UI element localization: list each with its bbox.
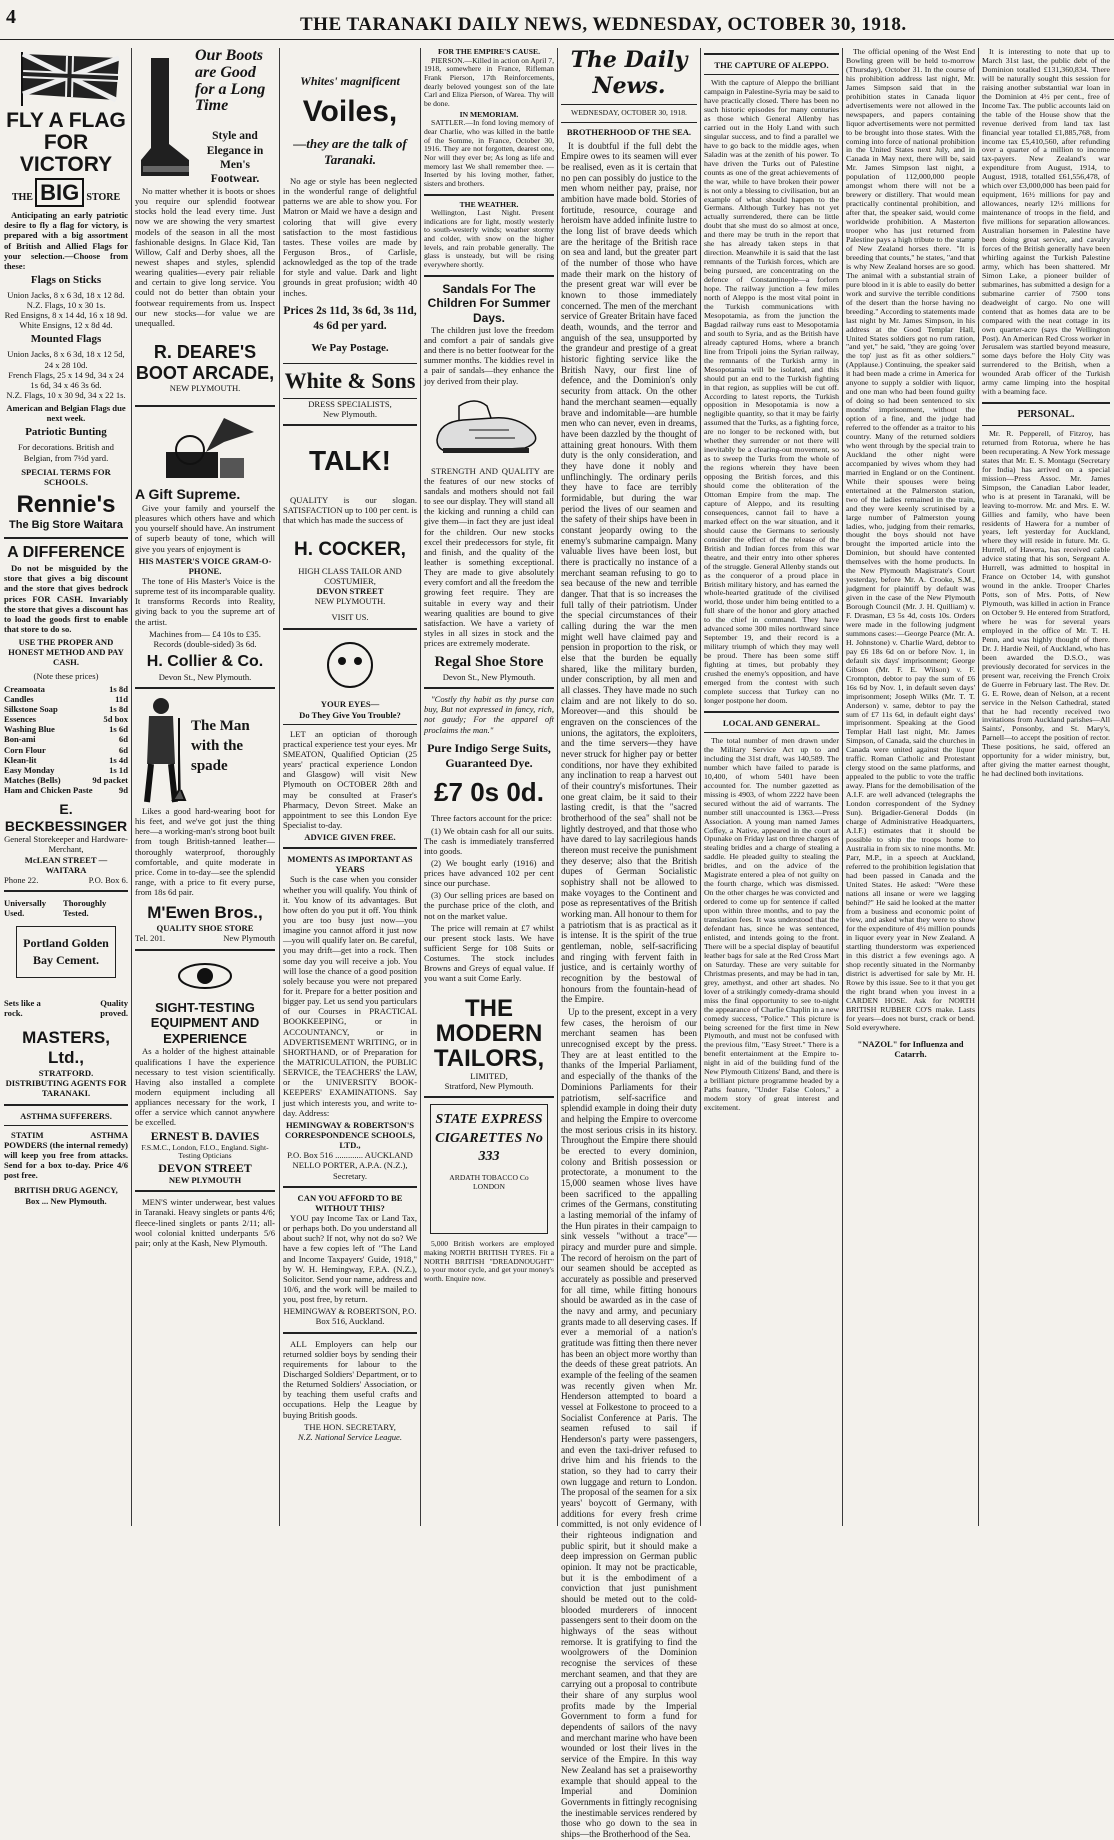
- davies-street: DEVON STREET: [158, 1160, 252, 1175]
- price-list: [4, 684, 128, 796]
- american-note: American and Belgian Flags due next week.: [6, 403, 126, 424]
- price-item: Klean-lit: [4, 754, 37, 765]
- column-2: [135, 48, 275, 1526]
- modern-city: Stratford, New Plymouth.: [444, 1081, 534, 1092]
- spade-ad-top: [135, 694, 275, 806]
- deare-title: R. DEARE'S BOOT ARCADE,: [135, 341, 275, 383]
- talk-body: QUALITY is our slogan. SATISFACTION up to 100 per cent. is that which has made the success of: [283, 494, 417, 526]
- list-item: Red Ensigns, 8 x 14 4d, 16 x 18 9d.: [4, 310, 128, 321]
- price-row: [4, 765, 128, 775]
- boot-illustration-icon: [135, 48, 191, 186]
- regal-address: Devon St., New Plymouth.: [442, 671, 536, 682]
- sandals-body: The children just love the freedom and comfort a pair of sandals give and there is no better footwear for the summer months. The kiddies revel in a pair of sandals—they enhance the joy derived from their play.: [424, 324, 554, 386]
- employers-league: N.Z. National Service League.: [297, 1431, 403, 1442]
- asthma-address: Box ... New Plymouth.: [25, 1195, 107, 1206]
- price-item: Ham and Chicken Paste: [4, 785, 93, 796]
- column-1: [4, 48, 128, 1526]
- column-7: [846, 48, 975, 1526]
- can-sign: HEMINGWAY & ROBERTSON, P.O. Box 516, Auckland.: [283, 1306, 417, 1327]
- mewen-city: New Plymouth: [223, 933, 275, 944]
- price-body: The price will remain at £7 whilst our present stock lasts. We have sufficient Serge for 108 Suits or Costumes. The stock includes Browns and Greys of equal value. If you want a suit Come Early.: [424, 922, 554, 984]
- price-row: [4, 714, 128, 724]
- list-item: French Flags, 25 x 14 9d, 34 x 24 1s 6d, 34 x 46 3s 6d.: [8, 369, 124, 390]
- voiles-prices: Prices 2s 11d, 3s 6d, 3s 11d, 4s 6d per yard.: [283, 304, 417, 332]
- price-value: 6d: [118, 744, 128, 755]
- price-row: [4, 704, 128, 714]
- bunting-text: For decorations. British and Belgian, from 7½d yard.: [18, 442, 114, 463]
- factor-1: (1) We obtain cash for all our suits. The cash is immediately transferred into goods.: [424, 825, 554, 856]
- hmv-title: HIS MASTER'S VOICE GRAM-O-PHONE.: [138, 555, 272, 576]
- employers-sign: THE HON. SECRETARY,: [304, 1421, 396, 1432]
- mewen-tel: Tel. 201.: [135, 933, 166, 944]
- rennie-logo: Rennie's: [16, 490, 116, 518]
- price-item: Creamoata: [4, 683, 45, 694]
- white-sons-sub: DRESS SPECIALISTS,: [308, 398, 392, 409]
- davies-sub: F.S.M.C., London, F.I.O., England. Sight-Testing Opticians: [141, 1142, 269, 1161]
- factor-2: (2) We bought early (1916) and prices have advanced 102 per cent since our purchase.: [424, 857, 554, 889]
- local-title: LOCAL AND GENERAL.: [722, 717, 821, 728]
- spade-title: The Man with the spade: [191, 717, 250, 775]
- factor-3: (3) Our selling prices are based on the purchase price of the cloth, and not on the market value.: [424, 890, 554, 921]
- can-title: CAN YOU AFFORD TO BE WITHOUT THIS?: [297, 1192, 403, 1213]
- modern-tailors: THE MODERN TAILORS,: [433, 994, 545, 1072]
- masthead-line: THE TARANAKI DAILY NEWS, WEDNESDAY, OCTOBER 30, 1918.: [300, 14, 907, 35]
- serge-title: Pure Indigo Serge Suits, Guaranteed Dye.: [427, 740, 551, 770]
- spade-man-icon: [135, 694, 187, 806]
- price-value: 1s 6d: [109, 724, 128, 735]
- column-rule: [131, 48, 132, 1526]
- notes-continued: It is interesting to note that up to March 31st last, the public debt of the Dominion totalled £131,360,834. There will be naturally sought this session for raising another substantial war loan in the Dominion at 4½ per cent., free of Income Tax. The public accounts laid on the table of the House show that the revenue derived from land tax last financial year totalled £1,885,768, from income tax £5,410,560, after refunding over a quarter of a million to income tax-payers. New Zealand's war expenditure from August, 1914, to August, 1918, totalled £61,556,478, of which over £3,000,000 has been paid for equipment, 16½ millions for pay and allowances, nearly 12½ millions for maintenance of troops in the field, and five millions for separation allowances. Australian horsemen in Palestine have been doing great service, and cavalry forces of the British generally have been whirling against the Turkish Palestine army, which has been shattered. Mr Simon Lake, a pioneer builder of submarines, has submitted a design for a submarine carrier of 7500 tons deadweight of cargo. No one will contend that as homes data are to be compared with the neat cottage in its own quarter-acre (says the Wellington Post). An American Red Cross worker in Jerusalem was startled beyond measure, some days before the Holy City was surrendered to the British, when a wounded Arab officer of the Turkish army came limping into the hospital with a beaming face.: [982, 47, 1110, 397]
- visit-us: VISIT US.: [331, 612, 369, 623]
- price-row: [4, 724, 128, 734]
- voiles-talk: —they are the talk of Taranaki.: [293, 135, 407, 167]
- price-value: 11d: [115, 693, 128, 704]
- gift-body: Give your family and yourself the pleasures which others have and which you yourself should have. An instrument of superb beauty of tone, which will give you years of enjoyment is: [135, 503, 275, 554]
- price-item: Easy Monday: [4, 764, 55, 775]
- union-flag-icon: [4, 48, 128, 106]
- state-express-box: [430, 1104, 548, 1234]
- use-line: USE THE PROPER AND HONEST METHOD AND PAY CASH.: [8, 637, 124, 668]
- boots-title: Our Boots are Good for a Long Time: [195, 47, 266, 115]
- masters-title: MASTERS, Ltd.,: [22, 1028, 110, 1068]
- weather-body: Wellington, Last Night. Present indications are for light, mostly westerly to south-westerly winds; weather stormy and colder, with snow on the higher levels, and rain probable generally. The glass is unsteady, but will be rising everywhere shortly.: [424, 208, 554, 270]
- talk-title: TALK!: [309, 444, 391, 476]
- difference-title: A DIFFERENCE: [7, 544, 125, 562]
- cement-tested: Thoroughly Tested.: [63, 897, 107, 919]
- editorial-title: BROTHERHOOD OF THE SEA.: [566, 126, 692, 137]
- mewen-title: M'Ewen Bros.,: [147, 903, 263, 923]
- editorial-body: It is doubtful if the full debt the Empire owes to its seamen will ever be realised, even as it is certain that no pen can possibly do justice to the men whom neither pay, praise, nor ambition have made bold. Stories of fortitude, resource, courage and heroism have added infinite lustre to the long list of brave deeds which are the heritage of the British race on sea and land, but the greater part of the number of those who have made their mark on the history of the present great war will ever be known to those immediately concerned. The men of the merchant service of Greater Britain have faced death, wounds, and the terror and anguish of the sea, unsupported by the grandeur and prestige of a great historic fighting service like the British Navy, our first line of defence, and the Dominion's only security from attack. On the other hand the merchant seamen—equally brave and indomitable—are humble men who can never, even in dreams, have been dazzled by the thought of attaining great honours. With them duty is the only consideration, and they have done it nobly and unflinchingly. The ordinary perils they have to face are terribly formidable, but during the war period the lives of our seamen and the safety of their ships have been in constant jeopardy owing to the enemy's submarine campaign. Many valuable lives have been lost, but there is practically no instance of a merchant seaman refusing to go to sea because of the new and terrible danger. That that is so increases the full tally of their patriotism. Under the special circumstances of their calling during the war the men might well have claimed pay and pension in proportion to the risk, or else that the burden be equally shared, like the military burden, under conscription, by all men and all classes. They have made no such claim and are not likely to do so. Moreover—and this should be engraven on the consciences of the unions, the agitators, the exploiters, and the time servers—they have never struck for higher pay or better conditions, nor have they exhibited any inclination to reap a harvest out of their country's misfortunes. Their one great claim, be it said to their lasting credit, is that the "sacred brotherhood of the sea" shall not be lightly destroyed, and that those who have dared to lay sacrilegious hands thereon must receive the punishment they deserve; also that the British dupes of German Socialistic sophistry shall not be allowed to make voyages to the Continent and pose as representatives of the British working man. All honour to them for a patriotism that is as practical as it is intense. It is the spirit of the true gentleman, noble, self-sacrificing and ringing with fervent faith in justice, and is certainly worthy of recognition by the bestowal of honours from the fountain-head of the Empire.: [561, 140, 698, 1005]
- price-item: Candles: [4, 693, 34, 704]
- flag-illustration: [4, 48, 128, 106]
- price-value: 6d: [118, 734, 128, 745]
- asthma-agency: BRITISH DRUG AGENCY,: [14, 1185, 118, 1196]
- rennie-sub: The Big Store Waitara: [9, 519, 123, 532]
- eye-doctor-icon: [300, 635, 400, 695]
- whites-title: Whites' magnificent: [300, 74, 400, 88]
- costly-quote: "Costly thy habit as thy purse can buy, But not expressed in fancy, rich, not gaudy; For the apparel oft proclaims the man.": [424, 694, 554, 735]
- price-row: [4, 694, 128, 704]
- gramophone-icon: [150, 412, 260, 482]
- difference-body: Do not be misguided by the store that gives a big discount and the store that gives bedrock prices FOR CASH. Invariably the store that gives a discount has to load the goods first to enable that store to do so.: [4, 563, 128, 634]
- page-mark: 4: [6, 6, 16, 28]
- price-value: 1s 8d: [109, 703, 128, 714]
- boots-ad-top: [135, 48, 275, 186]
- column-8: [982, 48, 1110, 1526]
- nello-porter: NELLO PORTER, A.P.A. (N.Z.), Secretary.: [292, 1160, 408, 1181]
- eyes-free: ADVICE GIVEN FREE.: [304, 832, 396, 843]
- davies-name: ERNEST B. DAVIES: [150, 1129, 260, 1144]
- cocker-city: NEW PLYMOUTH.: [314, 596, 386, 607]
- list-item: White Ensigns, 12 x 8d 4d.: [19, 320, 113, 331]
- can-body: YOU pay Income Tax or Land Tax, or perhaps both. Do you understand all about such? If not, why not do so? We have a few copies left of "The Land and Income Taxpayers' Guide, 1918," by W. H. Hemingway, F.P.A. (N.Z.), Solicitor. Send your name, address and 10/6, and the work will be mailed to you, post free, by return.: [283, 1212, 417, 1305]
- bunting-title: Patriotic Bunting: [25, 426, 107, 439]
- price-item: Corn Flour: [4, 744, 46, 755]
- white-sons-logo: White & Sons: [283, 363, 417, 399]
- asthma-body: STATIM ASTHMA POWDERS (the internal remedy) will keep you free from attacks. Send for a box to-day. Price 4/6 post free.: [4, 1129, 128, 1181]
- beck-phone: Phone 22.: [4, 874, 39, 885]
- boots-style: Style and Elegance in Men's Footwear.: [206, 130, 264, 186]
- flag-intro: Anticipating an early patriotic desire to fly a flag for victory, is prepared with a big assortment of British and Allied Flags for your selection.—Choose from these:: [4, 210, 128, 271]
- serge-price: £7 0s 0d.: [434, 776, 544, 807]
- machines: Machines from— £4 10s to £35.: [149, 628, 261, 639]
- records: Records (double-sided) 3s 6d.: [153, 638, 257, 649]
- moments-title: MOMENTS AS IMPORTANT AS YEARS: [287, 854, 413, 875]
- mewen-sub: QUALITY SHOE STORE: [156, 923, 254, 934]
- hmv-body: The tone of His Master's Voice is the supreme test of its incomparable quality. It transforms Records into Reality, giving back to you the supreme art of the artist.: [135, 575, 275, 627]
- deare-city: NEW PLYMOUTH.: [169, 383, 241, 394]
- eyes-body: LET an optician of thorough practical experience test your eyes. Mr SMEATON, Qualified Optician (25 years' practical experience London and Glasgow) will visit New Plymouth on OCTOBER 28th and may be consulted at Fraser's Pharmacy, Devon Street. Make an appointment to see this London Eye Specialist to-day.: [283, 728, 417, 830]
- eyes-title: YOUR EYES—: [320, 699, 380, 710]
- collier-title: H. Collier & Co.: [146, 652, 264, 670]
- mounted-list: [4, 349, 128, 400]
- column-6: [704, 48, 839, 1526]
- collier-address: Devon St., New Plymouth.: [158, 671, 252, 682]
- beck-title: E. BECKBESSINGER: [4, 801, 128, 834]
- column-3: [283, 48, 417, 1526]
- local-general-continued: The official opening of the West End Bowling green will be held to-morrow (Thursday), October 31. In the course of his prohibition address last night, Mr. James Simpson said that in the prohibition states in Canada liquor advertisements were not allowed in the newspapers, and papers containing liquor advertisements were not permitted to be brought into those states. With the coming into force of national prohibition in the United States next July, and in Canada in May next, there will be, said Mr. James Simpson last night, a population of 112,000,000 people amongst whom there will not be a brewery or distillery. That would mean practically continental prohibition, and after that, the speaker said, would come worldwide prohibition. A Masterton trooper who has just returned from Palestine pays a high tribute to the stamp of New Zealand horses there. "It is breeding that counts," he states, "and that is why New Zealand horses are so good. The animal with a substantial strain of pure blood in it is able to easily do better work and survive the terrible conditions of the desert than the horse having no breeding." According to statements made last night by Mr. James Simpson, in his address at the Good Templar Hall, United States soldiers got no rum ration, "and yet," he said, "they are going 'over the top' just as fit as other soldiers." (Applause.) Continuing, the speaker said it had been made a crime in America for anyone to supply a soldier with liquor, and one man who had been found guilty of doing so had been sentenced to six months' imprisonment, without the option of a fine, and the judge had referred to the offender as a traitor to his country. Many of the returned soldiers who went through by the special train to Auckland the other night were accompanied by wives whom they had married in England or on the Continent. While their spouses were being entertained at the Palmerston station, two of the ladies remained in the train, and they were keenly scrutinised by a large number of Palmerston young ladies, who, judging from their remarks, thought the boys should not have brought the imported article into the Dominion, but should have contented themselves with the home products. In the New Plymouth Magistrate's Court yesterday, before Mr. A. Crooke, S.M., judgment for plaintiff by default was given in the case of the New Plymouth Borough Council (Mr. J. H. Quilliam) v. F. Drasman, £3 5s 4d, costs 10s. Orders were made in the following judgment summons cases:—George Pearce (Mr. A. H. Johnstone) v. Charlie Ward, debtor to pay £6 18s 6d on or before Nov. 1, in default six days' imprisonment; George Gibson (Mr. F. E. Wilson) v. F. Crompton, debtor to pay the sum of £6 16s 6d by Nov. 1, in default seven days' imprisonment; Joseph Wilks (Mr. T. T. Anderson) v. same, debtor to pay the sum of £7 11s 6d, in default eight days' imprisonment. Speaking at the Good Templar Hall last night, Mr. James Simpson, of Canada, said the churches in Canada were united against the liquor traffic. Roman Catholic and Protestant clergy stood on the same platforms, and appealed to the public to vote the traffic away. Plans for the demobilisation of the A.I.F. are well advanced (telegraphs the London correspondent of the Sydney Sun). Brigadier-General Dodds (in charge of Administrative Headquarters, A.I.F.) estimates that it should be possible to ship the troops home to Australia in from six to nine months. Mr. Parr, M.P., in a speech at Auckland, referred to the prohibition legislation that had been passed in Canada and the United States. He asked: "Were these nations all insane or were we lagging behind?" He said he looked at the matter from a business and economic point of view, and asked what they were to show for the expenditure of 4½ million pounds in liquor every year in New Zealand. A startling thunderstorm was experienced in this district a few evenings ago. A shop recently situated in the Normanby district is advertised for sale by Mr. H. Rowe by this issue. See to it that you get the right brand when you invest in a CARDEN HOSE. Ask for NORTH BRITISH RUBBER CO'S make. Lasts for years—does not burst, crack or bend. Sold everywhere.: [846, 47, 975, 1032]
- price-item: Bon-ami: [4, 734, 36, 745]
- list-item: Union Jacks, 8 x 6 3d, 18 x 12 5d, 24 x 28 10d.: [7, 349, 125, 370]
- underwear-ad: MEN'S winter underwear, best values in Taranaki. Heavy singlets or pants 4/6; fleece-lined singlets or pants 2/11; all-wool colonial knitted underpants 5/6 pair; only at the Kash, New Plymouth.: [135, 1197, 275, 1248]
- asthma-title: ASTHMA SUFFERERS.: [20, 1110, 112, 1121]
- sandals-title: Sandals For The Children For Summer Days.: [427, 281, 551, 325]
- cement-name: Portland Golden Bay Cement.: [16, 926, 116, 978]
- empire-body: PIERSON.—Killed in action on April 7, 1918, somewhere in France, Rifleman Frank Pierson, 17th Reinforcements, dearly beloved youngest son of the late Carl and Eliza Pierson, of Warea. Thy will be done.: [424, 55, 554, 108]
- hemingway-box: P.O. Box 516 ............. AUCKLAND: [287, 1150, 413, 1161]
- sight-title: SIGHT-TESTING EQUIPMENT AND EXPERIENCE: [150, 999, 260, 1046]
- column-rule: [700, 48, 701, 1526]
- cocker-sub: HIGH CLASS TAILOR AND COSTUMIER,: [298, 565, 402, 586]
- masters-city: STRATFORD.: [38, 1068, 94, 1079]
- boots-body: No matter whether it is boots or shoes you require our splendid footwear stocks hold the lead every time. Just now we are showing the very smartest models of the season in all the most fashionable designs. In Glace Kid, Tan Willow, Calf and Derby shoes, all the newest shapes and styles, splendid wearing qualities—every pair reliable and certain to give long service. You could not do better than obtain your footwear requirements from us. Inspect our new stocks—for value we are unequalled.: [135, 186, 275, 328]
- price-row: [4, 755, 128, 765]
- note: (Note these prices): [33, 670, 99, 681]
- spade-body: Likes a good hard-wearing boot for his feet, and we've got just the thing here—a working-man's strong boot built from tough British-tanned leather—thoroughly waterproof, thoroughly comfortable, and quite moderate in price. Come in to-day—see the splendid range, with a price to fit every purse, from 18s 6d pair.: [135, 805, 275, 898]
- memoriam-title: IN MEMORIAM.: [459, 109, 519, 119]
- column-rule: [978, 48, 979, 1526]
- eyes-question: Do They Give You Trouble?: [299, 709, 401, 720]
- list-item: N.Z. Flags, 10 x 30 1s.: [26, 300, 106, 311]
- postage: We Pay Postage.: [311, 341, 389, 354]
- sight-body: As a holder of the highest attainable qualifications I have the experience necessary to test vision scientifically. Having also installed a complete modern equipment including all appliances necessary for the work, I offer a service which cannot anywhere be excelled.: [135, 1046, 275, 1128]
- white-sons-city: New Plymouth.: [323, 408, 377, 419]
- voiles-body: No age or style has been neglected in the wonderful range of delightful patterns we are able to show you. For Matron or Maid we have a design and coloring that will give every satisfaction to the most fastidious tastes. These voiles are made by Ferguson Bros., of Carlisle, acknowledged as the top of the trade for style and value. Dark and light grounds in great profusion; width 40 inches.: [283, 176, 417, 298]
- price-item: Essences: [4, 714, 36, 725]
- local-body: The total number of men drawn under the Military Service Act up to and including the 31st draft, was 140,589. The number which have failed to parade is 10,400, of whom 5401 have been accounted for. The number gazetted as missing is 4903, of whom 2222 have been secured without the aid of warrants. The number still unaccounted is 1363.—Press Association. A young man named James Coffey, a Native, appeared in the court at Opunake on Friday last on three charges of stealing bridles and a charge of stealing a saddle. He pleaded guilty to stealing the bridles, and on the advice of the Magistrate entered a plea of not guilty on the fourth charge, which was dismissed. On the other charges he was convicted and ordered to come up for sentence if called upon within three months, and to pay the translation fees. It was understood that the defendant has, since he was sentenced, enlisted, and intends going to the front. There will be a special display of beautiful leather bags for sale at the Red Cross Mart on Saturday. These are very suitable for Christmas presents, and may be had in tan, grey, amethyst, and other art shades. No lover of a strikingly comedy-drama should miss the final opportunity to see to-night the appearance of Charlie Chaplin in a new comedy success, "Police." This picture is being screened for the first time in New Plymouth, and must not be confused with the previous film, "Easy Street." There is a benefit entertainment at the Empire to-night in aid of the building fund of the New Plymouth Citizens' Band, and there is a brilliant picture programme headed by a Paths feature, "Under False Colors," a modern story of great interest and excitement.: [704, 736, 839, 1113]
- price-item: Washing Blue: [4, 724, 55, 735]
- moments-body: Such is the case when you consider whether you will qualify. You think of it. You know of its advantages. But how often do you put it off. You think you are too busy just now—you imagine you cannot afford it just now—you will qualify later on. Be careful, you may drift—get into a rock. Then some day you will receive a job. You will lose the chance of a good position solely because you were not prepared for it. Prepare for a better position and bigger pay. Let us send you particulars of our Courses in PRACTICAL BOOKKEEPING, or in ACCOUNTANCY, or in ADVERTISEMENT WRITING, or in SHORTHAND, or of Preparation for the MATRICULATION, the PUBLIC SERVICE, the TEACHERS' the LAW, or the UNIVERSITY BOOK-KEEPERS' EXAMINATIONS. Say just which interests you, and write to-day. Address:: [283, 874, 417, 1118]
- price-value: 1s 1d: [109, 764, 128, 775]
- editorial-body-2: Up to the present, except in a very few cases, the heroism of our merchant seamen has been unrecognised except by the press. They are at least entitled to the thanks of the Imperial Parliament, and especially of the thanks of the Dominions Parliaments for their patriotism, self-sacrifice and splendid example in doing their duty and helping the Empire to overcome the most serious crisis in its history. Throughout the Empire there should be erected to every dominion, colony and British possession or protectorate, a monument to the 15,000 seamen whose lives have been sacrificed to the appalling crimes of the Germans, constituting a lasting memorial of the infamy of the Hun pirates in their campaign to sink vessels "without a trace"—piracy and murder pure and simple. The record of heroism on the part of our seamen should be accepted as accurately as possible and preserved for all time, while fitting honours should be awarded as in the case of the navy and army, and pecuniary grants made to all deserving cases. If ever a memorial of a nation's gratitude was fitting then there never has been an object more worthy than the deeds of these great patriots. An example of the feeling of the seamen was recently given when Mr. Henderson attempted to board a vessel at Folkestone to proceed to a Socialist Conference at Paris. The seamen refused to sail if Henderson's party were passengers, and even the taxi-driver refused to drive him and his friends to the station, so they had to carry their own luggage and return to London. The proposal of the seamen for a six years' boycott of Germany, with additions for every fresh crime committed, is not only evidence of their righteous indignation and public spirit, but it should make a deep impression on German public opinion. It may not be practicable, but it is the embodiment of a conviction that just punishment should be meted out to the cold-blooded murderers of innocent passengers sent to their doom on the highways of the seas without remorse. It is gratifying to find the woolgrowers of the Dominion recognise the services of these merchant seamen, and that they are carrying out a proposal to contribute their share of any surplus wool profits made by the Imperial Government to form a fund for dependents of sailors of the navy and merchant marine who have been wounded or lost their lives in the service of the Empire. In this way New Zealand has set a praiseworthy example that should appeal to the Imperial and Dominion Governments in fittingly recognising the inestimable services rendered by those who go down to the sea in ships—the Brotherhood of the Sea.: [561, 1007, 698, 1839]
- cocker-title: H. COCKER,: [294, 539, 406, 561]
- column-5: [561, 47, 698, 1839]
- eye-icon: [175, 956, 235, 996]
- price-item: Silkstone Soap: [4, 703, 58, 714]
- column-rule: [557, 48, 558, 1526]
- price-value: 5d box: [103, 714, 128, 725]
- north-british-ad: 5,000 British workers are employed making NORTH BRITISH TYRES. Fit a NORTH BRITISH "DREADNOUGHT" to your motor cycle, and get your money's worth. Enquire now.: [424, 1239, 554, 1284]
- aleppo-body: With the capture of Aleppo the brilliant campaign in Palestine-Syria may be said to have practically closed. There has been no such historic episodes for many centuries as those which General Allenby has carried out in the Holy Land with such singular success, and to find a parallel we have to go back to the middle ages, when Saladin was at the zenith of his power. To have driven the Turks out of Palestine counts as one of the great achievements of the war, while to have broken their power is not only a blessing to civilisation, but an example of what should happen to the Germans. Although Turkey has not yet actually surrendered, there can be little doubt that she must do so almost at once, and there may be truth in the report that she has already taken steps in that direction. Meanwhile it is said that the last remnants of the Turkish forces, which are being pursued, are concentrating on the defence of Constantinople—a forlorn hope. The railway junction a few miles north of Aleppo is the most vital point in the Turkish communications with Mesopotamia, as from the junction the Bagdad railway runs east to Mesopotamia and south to Syria, and as the British have already captured Homs, where a branch line from Tripoli joins the Syrian railway, the remnants of the Turkish army in Mesopotamia will be isolated, and this should put an end to the Turkish fighting in that region, as supplies will be cut off. According to latest reports, the Turkish opposition in Mesopotamia is now a negligible quantity, so that it may be fairly assumed that the Turks, as a fighting force, are no longer to be reckoned with, but whether they surrender or not there will inevitably be a clearing-out movement, so as to sweep the Turks from the whole of the regions wherein they have been opposing the British forces, and this should come the obliteration of the Ottoman Empire from the map. The capture of Aleppo, and its resulting consequences, cannot fail to have a marked effect on the war situation, and it should cause the Germans to seriously consider the effect of the release of the British and Indian forces from this war theatre, and their entry into other spheres of the struggle. General Allenby stands out as the conqueror of a proud place in British military history, and has earned the whole-hearted gratitude of the civilised world, those under him being entitled to a full share of the honor and glory attached to the chief in command. They have advanced some 300 miles northward since September 19, and their record is a military triumph of which they may well be proud. There has been some stiff fighting at times, but probably they crushed the enemy's opposition, and have emerged from the contest with such complete success that Turkey can no longer postpone her doom.: [704, 78, 839, 705]
- cement-quality: Quality proved.: [100, 997, 128, 1018]
- flags-sticks-title: Flags on Sticks: [30, 273, 102, 286]
- flag-ad-title: FLY A FLAG FOR VICTORY: [6, 109, 126, 177]
- big-store-logo: THE BIG STORE: [11, 180, 121, 206]
- sandal-icon: [429, 390, 549, 462]
- price-row: [4, 745, 128, 755]
- memoriam-body: SATTLER.—In fond loving memory of dear Charlie, who was killed in the battle of the Somme, in France, October 30, 1916. They are not forgotten, dearest one, Nor will they ever be; As long as life and memory last We shall remember thee. —Inserted by his loving mother, father, sisters and brothers.: [424, 118, 554, 188]
- editorial-date: WEDNESDAY, OCTOBER 30, 1918.: [571, 107, 687, 117]
- state-express-title: STATE EXPRESS CIGARETTES No 333: [435, 1112, 543, 1164]
- price-row: [4, 684, 128, 694]
- nazol-ad: "NAZOL" for Influenza and Catarrh.: [857, 1038, 964, 1059]
- gift-title: A Gift Supreme.: [135, 486, 241, 503]
- column-4: [424, 48, 554, 1526]
- beck-sub: General Storekeeper and Hardware-Merchant,: [4, 834, 128, 855]
- list-item: Union Jacks, 8 x 6 3d, 18 x 12 8d.: [7, 289, 125, 300]
- cocker-street: DEVON STREET: [316, 585, 384, 596]
- empire-title: FOR THE EMPIRE'S CAUSE.: [438, 47, 540, 56]
- editorial-masthead: The Daily News.: [561, 48, 697, 105]
- price-value: 1s 8d: [109, 683, 128, 694]
- price-row: [4, 734, 128, 744]
- mounted-title: Mounted Flags: [30, 333, 102, 346]
- regal-title: Regal Shoe Store: [434, 654, 544, 671]
- employers-body: ALL Employers can help our returned soldier boys by sending their requirements for labour to the Discharged Soldiers' Department, or to the Returned Soldiers' Association, or by teaching them useful crafts and occupations. Help the League by buying British goods.: [283, 1338, 417, 1420]
- price-value: 9d: [118, 785, 128, 796]
- hemingway-school: HEMINGWAY & ROBERTSON'S CORRESPONDENCE SCHOOLS, LTD.,: [285, 1119, 415, 1151]
- price-row: [4, 775, 128, 785]
- aleppo-title: THE CAPTURE OF ALEPPO.: [714, 60, 829, 70]
- column-rule: [420, 48, 421, 1526]
- masters-sub: DISTRIBUTING AGENTS FOR TARANAKI.: [5, 1078, 127, 1099]
- school-terms: SPECIAL TERMS FOR SCHOOLS.: [21, 466, 111, 487]
- voiles-title: Voiles,: [302, 95, 398, 129]
- personal-title: PERSONAL.: [1017, 409, 1075, 421]
- cement-rock: Sets like a rock.: [4, 997, 41, 1018]
- cement-used: Universally Used.: [4, 897, 47, 919]
- personal-body: Mr. R. Pepperell, of Fitzroy, has returned from Rotorua, where he has been recuperating. A New York message states that Mr. E. S. Montagu (Secretary for India) has arrived on a special mission—Press Assoc. Mr. James Simpson, the Canadian Labor leader, who is at present in Taranaki, will be leaving to-morrow. Mr. and Mrs. E. W. Gillies and family, who have been residents of Hawera for a number of years, left yesterday for Auckland, where they will reside in future. Mr. G. Hurrell, of Hawera, has received cable advice stating that his son, Sergeant A. Hurrell, was admitted to hospital in France on October 14, with gunshot wound in the ankle. Trooper Charles Potts, son of Mrs. Potts, of New Plymouth, was killed in action in France on October 9. He entered from Stratford, where he was for several years employed in the office of Mr. T. H. Penn, and was highly thought of there. Dr. J. Hardie Neil, of Auckland, who has been awarded the D.S.O., was previously decorated for services in the present war, receiving the French Croix de Guerre in February last. The Rev. Dr. G. E. Rowe, dean of Nelson, at a recent service in the Nelson Cathedral, stated that he had recently received two invitations from Auckland parishes—All Saints', Ponsonby, and St. Mary's, Parnell—to accept the position of rector. These positions, he said, offered an opportunity for a wider ministry, but, after giving the matter earnest thought, he had declined both invitations.: [982, 428, 1110, 779]
- modern-ltd: LIMITED,: [470, 1071, 508, 1082]
- three-factors: Three factors account for the price:: [431, 813, 552, 824]
- beck-address: McLEAN STREET — WAITARA: [24, 854, 108, 875]
- beck-box: P.O. Box 6.: [88, 874, 128, 885]
- davies-city: NEW PLYMOUTH: [168, 1175, 242, 1186]
- price-value: 1s 4d: [109, 754, 128, 765]
- column-rule: [279, 48, 280, 1526]
- price-row: [4, 785, 128, 795]
- state-express-sub: ARDATH TOBACCO Co LONDON: [449, 1173, 529, 1191]
- sandals-body-2: STRENGTH AND QUALITY are the features of our new stocks of sandals and mothers should not fail to see our display. They will stand all the kicking and running a child can give them—in fact they are just ideal for the children. Our new stocks excel their predecessors for style, fit and finish, and the quality of the leather is something exceptional. They are made to give absolutely every comfort and all the freedom the growing feet require. They are suitable in every way and their wearing qualities are bound to give satisfaction. We have a variety of styles in all sizes in stock and the prices are extremely moderate.: [424, 465, 554, 649]
- price-value: 9d packet: [92, 774, 128, 785]
- list-item: N.Z. Flags, 10 x 30 9d, 34 x 22 1s.: [6, 390, 126, 400]
- page-header: [0, 0, 1114, 40]
- price-item: Matches (Bells): [4, 774, 61, 785]
- weather-title: THE WEATHER.: [459, 199, 519, 209]
- column-rule: [842, 48, 843, 1526]
- flags-sticks-list: [4, 290, 128, 331]
